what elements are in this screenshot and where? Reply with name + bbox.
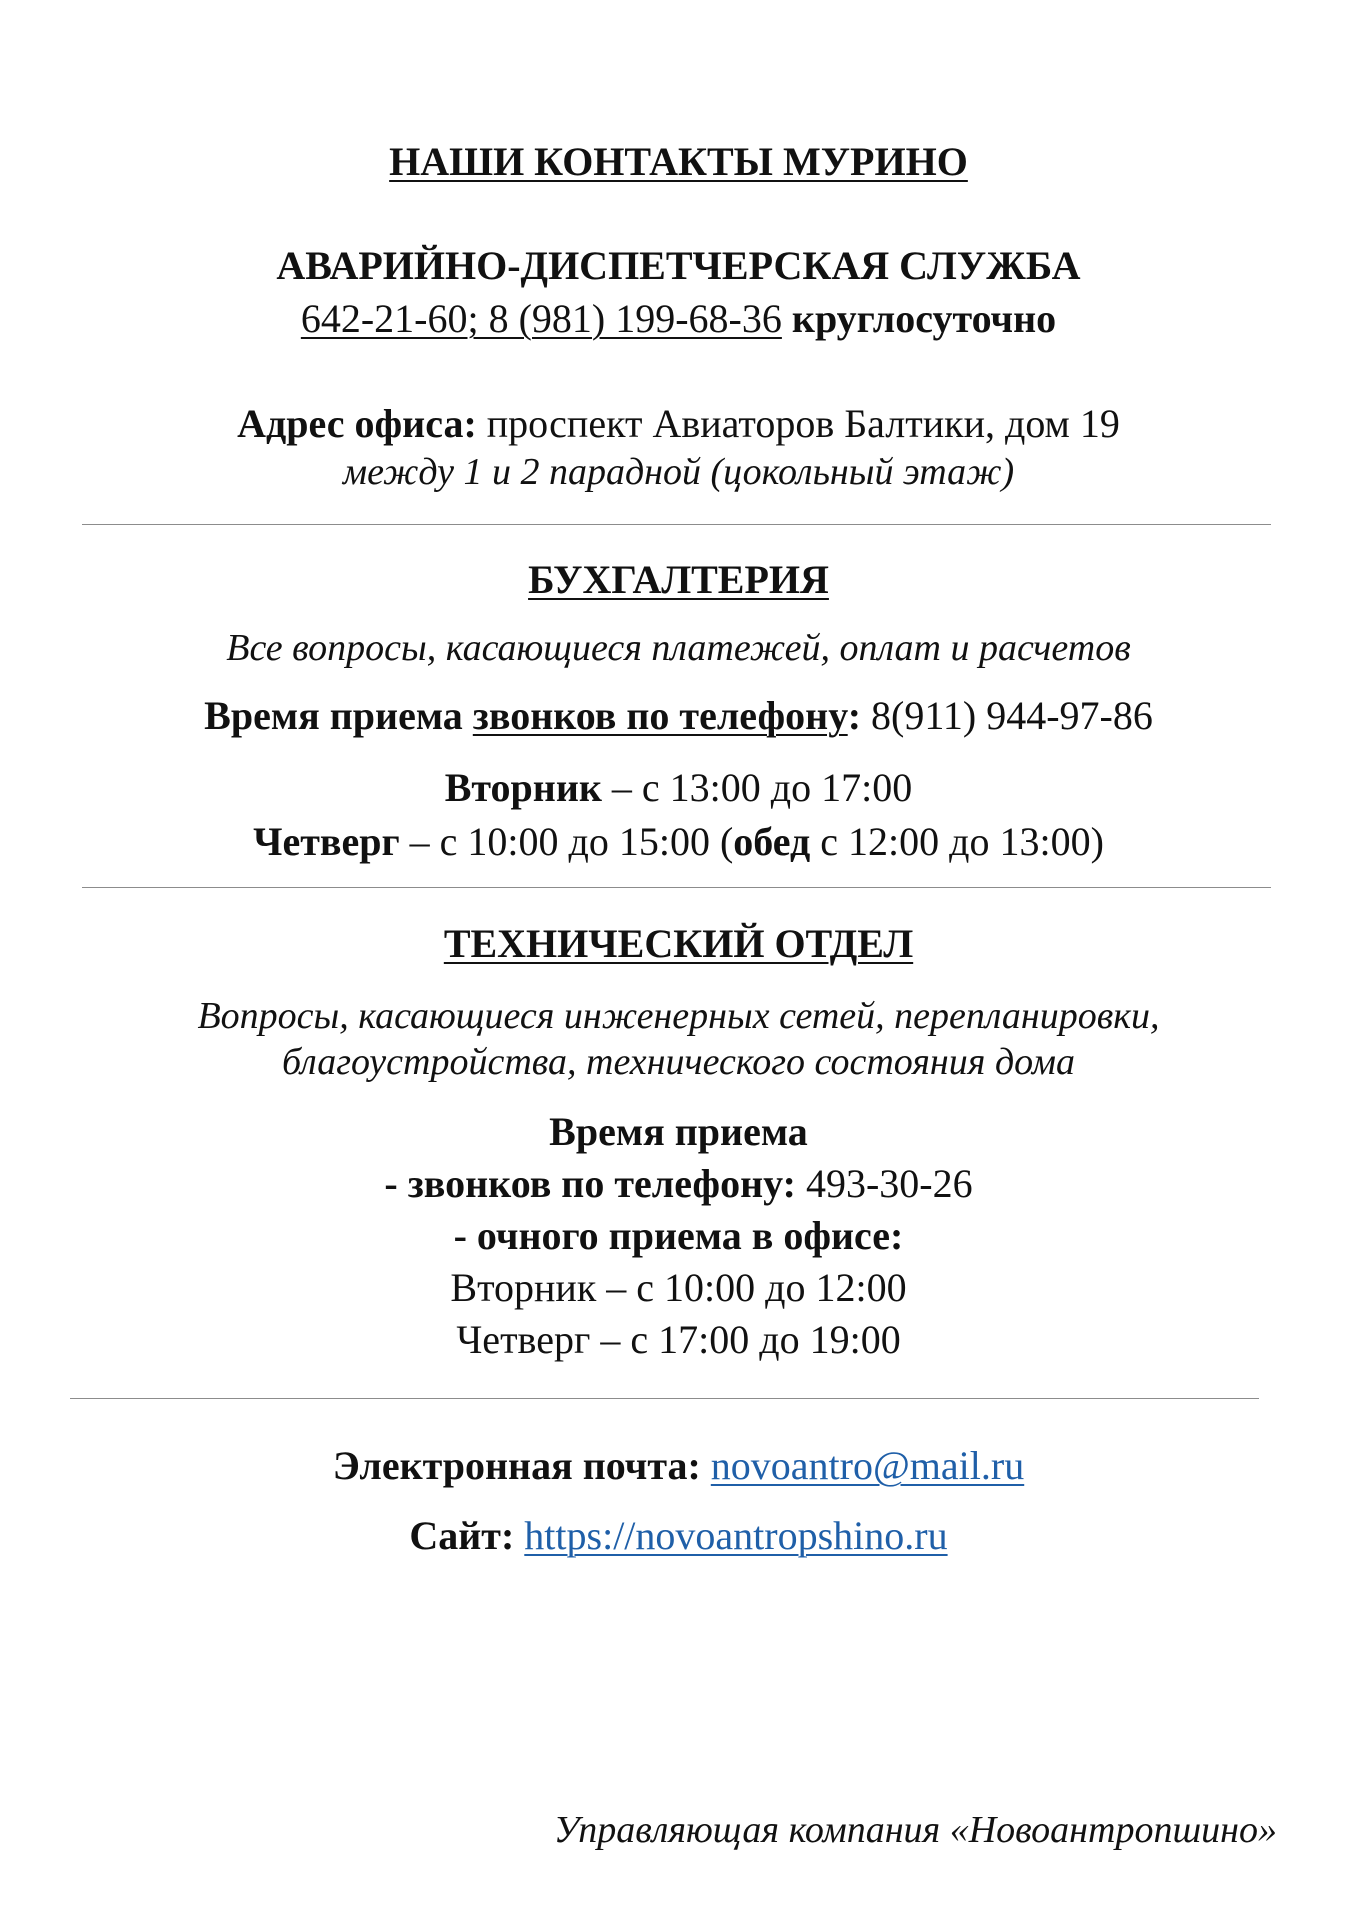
section-divider — [82, 887, 1271, 888]
emergency-heading: АВАРИЙНО-ДИСПЕТЧЕРСКАЯ СЛУЖБА — [276, 243, 1081, 288]
technical-thursday: Четверг – с 17:00 до 19:00 — [456, 1317, 901, 1362]
technical-description-line1: Вопросы, касающиеся инженерных сетей, перепланировки, — [197, 995, 1160, 1037]
site-line — [0, 1512, 1357, 1559]
section-divider — [82, 524, 1271, 525]
technical-tuesday: Вторник – с 10:00 до 12:00 — [450, 1265, 907, 1310]
footer-company: Управляющая компания «Новоантропшино» — [553, 1809, 1277, 1851]
accounting-thursday-day: Четверг — [253, 819, 400, 864]
accounting-calls-colon: : — [847, 693, 862, 738]
technical-reception-label: Время приема — [549, 1109, 808, 1154]
technical-heading: ТЕХНИЧЕСКИЙ ОТДЕЛ — [443, 921, 914, 966]
accounting-thursday-line — [0, 818, 1357, 865]
site-link[interactable]: https://novoantropshino.ru — [524, 1513, 948, 1558]
address-note: между 1 и 2 парадной (цокольный этаж) — [342, 451, 1015, 493]
accounting-description: Все вопросы, касающиеся платежей, оплат и расчетов — [226, 627, 1131, 669]
technical-calls-label: - звонков по телефону: — [384, 1161, 796, 1206]
accounting-heading: БУХГАЛТЕРИЯ — [528, 557, 829, 602]
emergency-hours: круглосуточно — [791, 296, 1057, 341]
accounting-calls-label: Время приема — [204, 693, 473, 738]
accounting-tuesday-day: Вторник — [444, 765, 602, 810]
accounting-lunch-time: с 12:00 до 13:00) — [820, 819, 1104, 864]
accounting-lunch-label: обед — [733, 819, 811, 864]
address-label: Адрес офиса: — [237, 401, 477, 446]
address-value: проспект Авиаторов Балтики, дом 19 — [486, 401, 1120, 446]
email-line — [0, 1442, 1357, 1489]
page-title: НАШИ КОНТАКТЫ МУРИНО — [389, 139, 968, 184]
email-label: Электронная почта: — [332, 1443, 701, 1488]
technical-calls-line — [0, 1160, 1357, 1207]
accounting-calls-label-underlined: звонков по телефону — [472, 693, 848, 738]
emergency-phones: 642-21-60; 8 (981) 199-68-36 — [300, 296, 782, 341]
technical-office-label: - очного приема в офисе: — [453, 1213, 904, 1258]
accounting-calls-line — [0, 692, 1357, 739]
office-address-line — [0, 400, 1357, 447]
email-link[interactable]: novoantro@mail.ru — [710, 1443, 1025, 1488]
section-divider — [70, 1398, 1259, 1399]
accounting-thursday-time: – с 10:00 до 15:00 ( — [409, 819, 734, 864]
site-label: Сайт: — [409, 1513, 515, 1558]
technical-description-line2: благоустройства, технического состояния дома — [282, 1041, 1075, 1083]
technical-phone: 493-30-26 — [805, 1161, 973, 1206]
accounting-tuesday-line — [0, 764, 1357, 811]
accounting-phone: 8(911) 944-97-86 — [871, 693, 1153, 738]
accounting-tuesday-time: – с 13:00 до 17:00 — [611, 765, 913, 810]
emergency-phones-line — [0, 295, 1357, 342]
